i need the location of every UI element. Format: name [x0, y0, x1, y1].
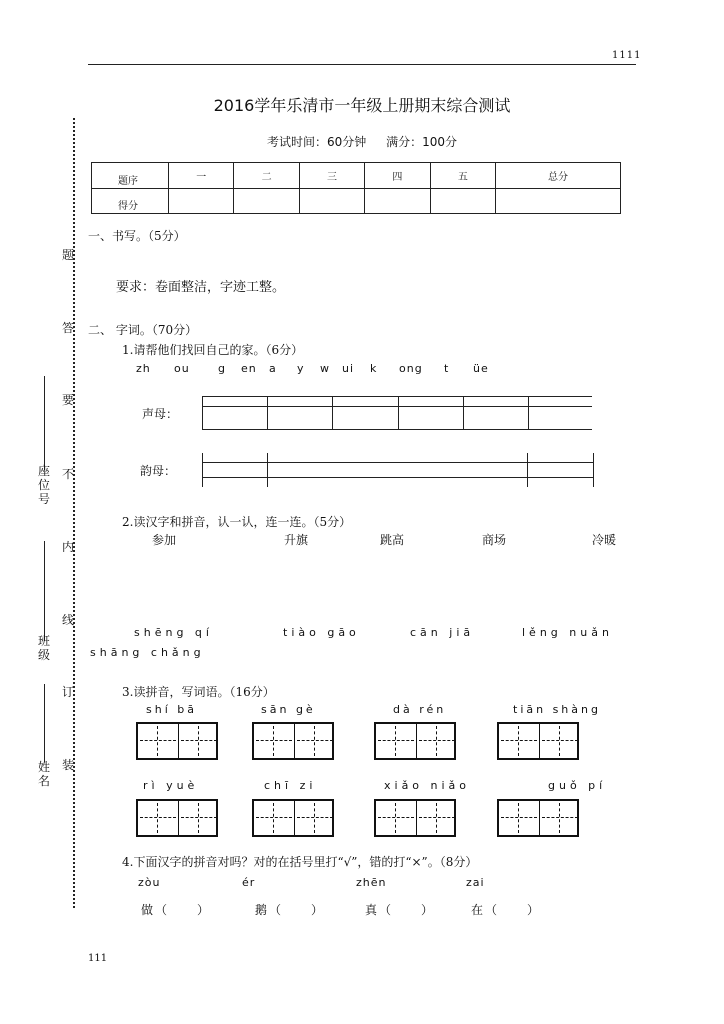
writing-box[interactable] [252, 722, 334, 760]
margin-char: 答 [61, 321, 74, 335]
q2-word: 商场 [482, 533, 507, 547]
margin-char: 不 [61, 467, 74, 481]
score-cell[interactable] [169, 188, 234, 214]
col-header-5: 五 [430, 163, 495, 189]
exam-meta [0, 133, 724, 150]
q2-pinyin: shāng chǎng [90, 646, 205, 659]
q1-letter: ui [342, 362, 355, 375]
margin-char: 线 [61, 613, 74, 627]
q1-letter: w [320, 362, 330, 375]
q4-char[interactable]: 做（ ） [141, 903, 212, 917]
writing-box[interactable] [136, 799, 218, 837]
class-label: 班级 [38, 634, 51, 662]
margin-char: 内 [61, 540, 74, 554]
score-cell[interactable] [365, 188, 430, 214]
page-title: 2016学年乐清市一年级上册期末综合测试 [213, 96, 511, 115]
score-cell[interactable] [299, 188, 364, 214]
q2-pinyin: lěng nuǎn [522, 626, 613, 639]
q1-letter: t [444, 362, 450, 375]
q3-pinyin: rì yuè [143, 779, 199, 792]
score-table [91, 162, 621, 214]
q2-pinyin: shēng qí [134, 626, 213, 639]
q2-pinyin: tiào gāo [283, 626, 360, 639]
q4-pinyin: zhēn [356, 876, 387, 889]
q3-pinyin: sān gè [261, 703, 316, 716]
q1-letter: y [297, 362, 305, 375]
writing-box[interactable] [497, 722, 579, 760]
yunmu-grid[interactable] [202, 453, 594, 487]
section2-heading: 二、 字词。（70分） [88, 323, 198, 337]
full-score: 满分：100分 [386, 135, 457, 149]
seat-label: 座位号 [38, 464, 51, 506]
shengmu-label: 声母： [142, 407, 179, 421]
q3-pinyin: xiǎo niǎo [384, 779, 471, 792]
q1-prompt: 1.请帮他们找回自己的家。（6分） [122, 343, 304, 357]
section1-requirement: 要求：卷面整洁，字迹工整。 [116, 280, 286, 295]
q4-pinyin: zòu [138, 876, 161, 889]
q4-prompt: 4.下面汉字的拼音对吗？对的在括号里打“√”，错的打“×”。（8分） [122, 855, 478, 869]
binding-dotted-line [73, 118, 75, 908]
margin-char: 要 [61, 393, 74, 407]
footer-code: 111 [88, 953, 108, 964]
q1-letter: a [269, 362, 277, 375]
name-line[interactable] [44, 684, 45, 762]
q4-pinyin: ér [242, 876, 256, 889]
q4-char[interactable]: 在（ ） [471, 903, 542, 917]
q3-pinyin: tiān shàng [513, 703, 601, 716]
q1-letter: zh [136, 362, 151, 375]
seat-line[interactable] [44, 376, 45, 470]
exam-time: 考试时间：60分钟 [266, 135, 367, 149]
col-header-2: 二 [234, 163, 299, 189]
writing-box[interactable] [252, 799, 334, 837]
q2-word: 冷暖 [592, 533, 617, 547]
writing-box[interactable] [374, 799, 456, 837]
q2-word: 升旗 [284, 533, 309, 547]
q3-pinyin: dà rén [393, 703, 447, 716]
writing-box[interactable] [374, 722, 456, 760]
name-label: 姓名 [38, 760, 51, 788]
writing-box[interactable] [497, 799, 579, 837]
q1-letter: üe [473, 362, 489, 375]
margin-char: 题 [61, 248, 74, 262]
q1-letter: ou [174, 362, 190, 375]
header-code: 1111 [612, 50, 642, 61]
col-header-total: 总分 [496, 163, 621, 189]
col-header-1: 一 [169, 163, 234, 189]
score-cell[interactable] [430, 188, 495, 214]
row-label-order: 题序 [92, 163, 169, 189]
q3-pinyin: guǒ pí [548, 779, 607, 792]
margin-char: 装 [61, 758, 74, 772]
q3-pinyin: chī zi [264, 779, 317, 792]
header-rule [88, 64, 636, 65]
q1-letter: ong [399, 362, 423, 375]
yunmu-label: 韵母： [140, 464, 177, 478]
q1-letter: g [218, 362, 226, 375]
row-label-score: 得分 [92, 188, 169, 214]
q2-prompt: 2.读汉字和拼音，认一认，连一连。（5分） [122, 515, 352, 529]
q2-pinyin: cān jiā [410, 626, 475, 639]
q2-word: 参加 [152, 533, 177, 547]
q4-char[interactable]: 鹅（ ） [255, 903, 326, 917]
margin-char: 订 [61, 685, 74, 699]
q3-prompt: 3.读拼音，写词语。（16分） [122, 685, 275, 699]
class-line[interactable] [44, 541, 45, 641]
col-header-3: 三 [299, 163, 364, 189]
writing-box[interactable] [136, 722, 218, 760]
q4-pinyin: zai [466, 876, 485, 889]
q4-char[interactable]: 真（ ） [365, 903, 436, 917]
q3-pinyin: shí bā [146, 703, 197, 716]
shengmu-grid[interactable] [202, 396, 592, 430]
col-header-4: 四 [365, 163, 430, 189]
score-cell[interactable] [496, 188, 621, 214]
q1-letter: k [370, 362, 378, 375]
q1-letter: en [241, 362, 257, 375]
q2-word: 跳高 [380, 533, 405, 547]
section1-heading: 一、书写。（5分） [88, 229, 186, 243]
score-cell[interactable] [234, 188, 299, 214]
